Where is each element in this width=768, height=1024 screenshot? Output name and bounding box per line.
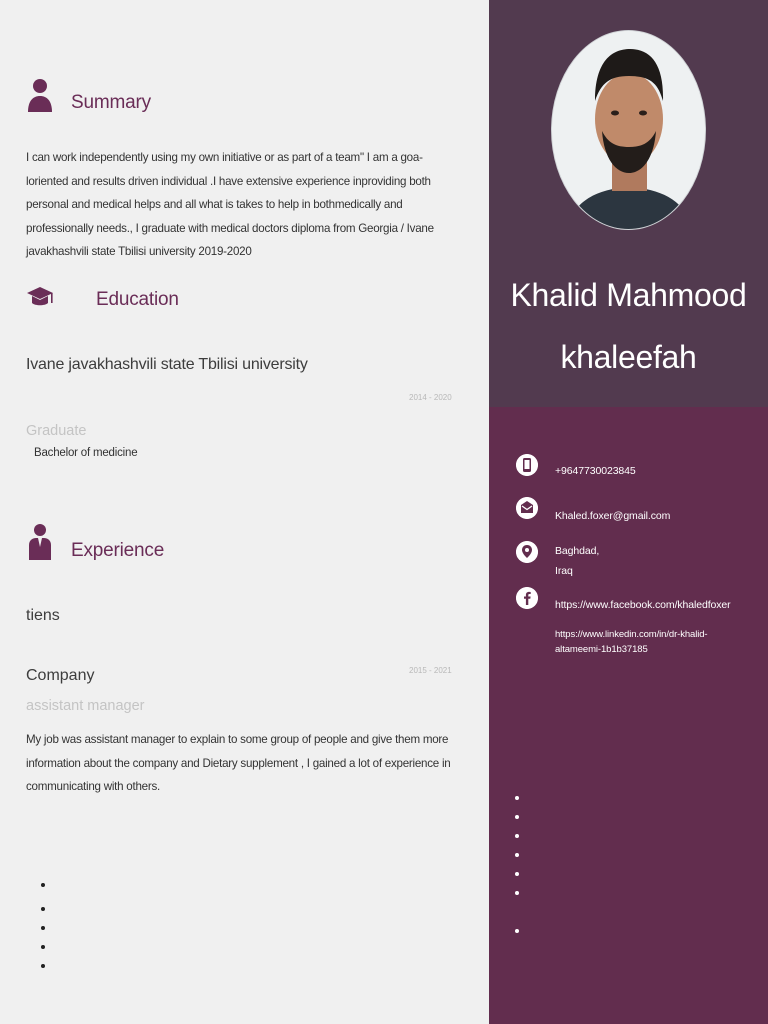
bullet-dot <box>515 853 519 857</box>
experience-title: Experience <box>71 540 165 561</box>
contact-country: Iraq <box>555 565 573 577</box>
summary-title: Summary <box>71 92 151 113</box>
bullet-dot <box>515 796 519 800</box>
facebook-icon <box>516 587 538 609</box>
contact-facebook[interactable]: https://www.facebook.com/khaledfoxer <box>555 599 731 611</box>
experience-role: assistant manager <box>26 698 145 714</box>
candidate-name-line2: khaleefah <box>560 339 697 375</box>
experience-line: My job was assistant manager to explain to some group of people and give them more <box>26 733 449 746</box>
person-icon <box>27 77 53 113</box>
contact-linkedin-line1[interactable]: https://www.linkedin.com/in/dr-khalid- <box>555 629 708 640</box>
bullet-dot <box>515 929 519 933</box>
education-degree: Bachelor of medicine <box>34 447 138 459</box>
experience-employer: tiens <box>26 607 60 624</box>
experience-description <box>26 728 451 799</box>
candidate-name-line1: Khalid Mahmood <box>510 277 747 313</box>
experience-line: information about the company and Dietary supplement , I gained a lot of experience in <box>26 756 451 770</box>
graduation-cap-icon <box>26 285 54 309</box>
bullet-dot <box>515 815 519 819</box>
bullet-dot <box>41 883 45 887</box>
location-pin-icon <box>516 541 538 563</box>
contact-linkedin-line2[interactable]: altameemi-1b1b37185 <box>555 644 648 655</box>
bullet-dot <box>41 907 45 911</box>
bullet-dot <box>515 891 519 895</box>
bullet-dot <box>41 964 45 968</box>
experience-company-label: Company <box>26 667 95 684</box>
contact-city: Baghdad, <box>555 545 600 557</box>
summary-line: javakhashvili state Tbilisi university 2019-2020 <box>26 245 252 259</box>
bullet-dot <box>515 872 519 876</box>
contact-email[interactable]: Khaled.foxer@gmail.com <box>555 510 671 522</box>
businessman-icon <box>28 523 52 561</box>
summary-line: I can work independently using my own initiative or as part of a team" I am a goa- <box>26 151 423 164</box>
bullet-dot <box>515 834 519 838</box>
summary-line: personal and medical helps and all what is takes to help in bothmedically and <box>26 198 403 212</box>
education-dates: 2014 - 2020 <box>409 393 452 402</box>
summary-line: professionally needs., I graduate with medical doctors diploma from Georgia / Ivane <box>26 221 434 235</box>
contact-phone[interactable]: +9647730023845 <box>555 465 636 477</box>
envelope-icon <box>516 497 538 519</box>
profile-photo <box>551 30 706 230</box>
education-school: Ivane javakhashvili state Tbilisi university <box>26 356 308 373</box>
summary-text <box>26 146 446 264</box>
experience-dates: 2015 - 2021 <box>409 666 452 675</box>
education-title: Education <box>96 289 179 310</box>
summary-line: loriented and results driven individual .I have extensive experience inproviding both <box>26 174 431 188</box>
experience-line: communicating with others. <box>26 780 160 794</box>
bullet-dot <box>41 945 45 949</box>
bullet-dot <box>41 926 45 930</box>
phone-icon <box>516 454 538 476</box>
education-degree-level: Graduate <box>26 423 87 439</box>
